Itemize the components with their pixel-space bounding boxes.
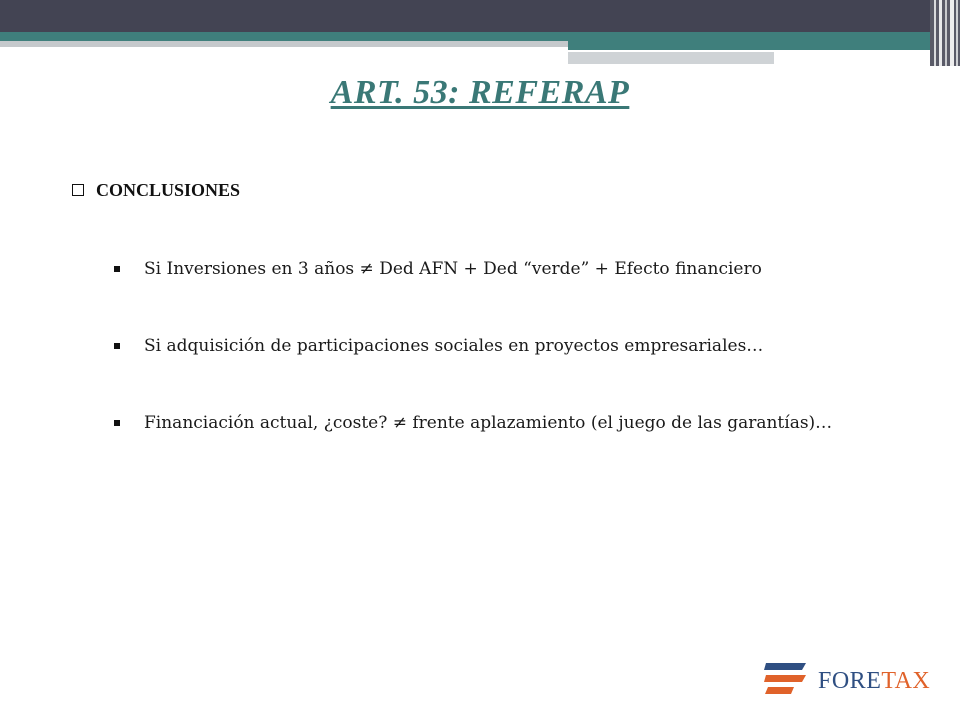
list-item-text: Si adquisición de participaciones sociales en proyectos empresariales… xyxy=(144,336,764,356)
list-item-text: Si Inversiones en 3 años ≠ Ded AFN + Ded “verde” + Efecto financiero xyxy=(144,259,762,279)
section-heading xyxy=(72,180,240,201)
header-teal-band xyxy=(0,32,930,41)
header-teal-strip-right xyxy=(568,41,930,50)
list-item xyxy=(114,413,832,433)
list-item xyxy=(114,259,762,279)
shadowed-square-bullet-icon xyxy=(72,184,86,198)
header-corner-stripes xyxy=(930,0,960,66)
square-bullet-icon xyxy=(114,343,120,349)
section-heading-label: CONCLUSIONES xyxy=(96,180,241,200)
header-gray-strip xyxy=(0,41,568,47)
foretax-logo xyxy=(762,658,952,702)
header-dark-band xyxy=(0,0,960,32)
logo-mark-icon xyxy=(762,660,808,700)
list-item xyxy=(114,336,763,356)
logo-text: FORETAX xyxy=(818,668,931,694)
slide-title: ART. 53: REFERAP xyxy=(330,74,630,111)
header-gray-strip-right xyxy=(568,52,774,64)
square-bullet-icon xyxy=(114,266,120,272)
list-item-text: Financiación actual, ¿coste? ≠ frente aplazamiento (el juego de las garantías)… xyxy=(144,413,833,433)
square-bullet-icon xyxy=(114,420,120,426)
